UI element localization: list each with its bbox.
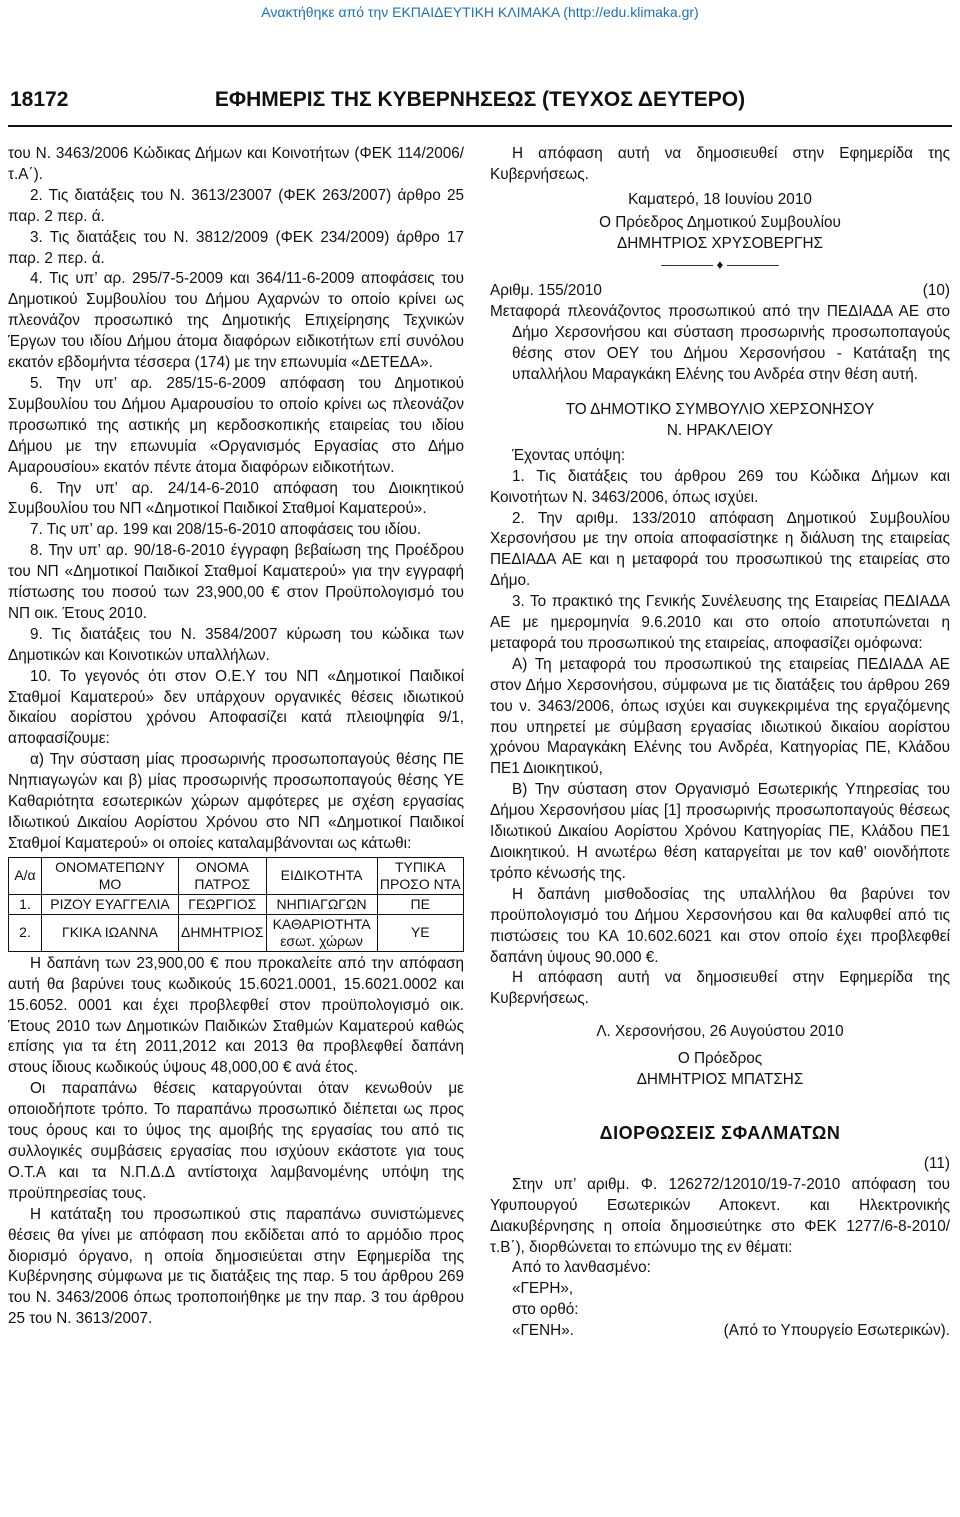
right-column xyxy=(490,144,950,1342)
signer-name: ΔΗΜΗΤΡΙΟΣ ΧΡΥΣΟΒΕΡΓΗΣ xyxy=(617,234,823,252)
table-cell: ΥΕ xyxy=(377,914,463,951)
signer-name: ΔΗΜΗΤΡΙΟΣ ΜΠΑΤΣΗΣ xyxy=(636,1071,804,1089)
separator: ———— ♦ ———— xyxy=(661,256,779,272)
table-header-cell: ΤΥΠΙΚΑ ΠΡΟΣΟ ΝΤΑ xyxy=(377,857,463,894)
paragraph: 10. Το γεγονός ότι στον Ο.Ε.Υ του ΝΠ «Δημοτικοί Παιδικοί Σταθμοί Καματερού» δεν υπάρχουν οργανικές θέσεις ιδιωτικού δικαίου αορίστου χρόνου Αποφασίζει κατά πλειοψηφία 9/1, αποφασίζουμε: xyxy=(8,667,464,748)
paragraph: Η απόφαση αυτή να δημοσιευθεί στην Εφημερίδα της Κυβερνήσεως. xyxy=(490,145,950,183)
staff-table xyxy=(8,857,464,952)
paragraph: 2. Την αριθμ. 133/2010 απόφαση Δημοτικού Συμβουλίου Χερσονήσου με την οποία αποφασίστηκε η διάλυση της εταιρείας ΠΕΔΙΑΔΑ ΑΕ και η μεταφορά του προσωπικού της εταιρείας στο Δήμο. xyxy=(490,509,950,590)
correct-value: «ΓΕΝΗ». xyxy=(512,1322,574,1340)
paragraph: α) Την σύσταση μίας προσωρινής προσωποπαγούς θέσης ΠΕ Νηπιαγωγών και β) μίας προσωρινής προσωποπαγούς θέσης ΥΕ Καθαριότητα εσωτερικών χώρων αμφότερες με σχέση εργασίας Ιδιωτικού Δικαίου Αορίστου Χρόνου στο ΝΠ «Δημοτικοί Παιδικοί Σταθμοί Καματερού» οι οποίες καταλαμβάνονται ως κάτωθι: xyxy=(8,751,464,852)
table-header-cell: ΕΙΔΙΚΟΤΗΤΑ xyxy=(266,857,377,894)
table-cell: ΓΕΩΡΓΙΟΣ xyxy=(179,894,267,914)
table-cell: 1. xyxy=(9,894,42,914)
place-date: Καματερό, 18 Ιουνίου 2010 xyxy=(628,190,812,208)
left-column xyxy=(8,144,464,1330)
paragraph: Η δαπάνη των 23,900,00 € που προκαλείτε από την απόφαση αυτή θα βαρύνει τους κωδικούς 15.6021.0001, 15.6021.0002 και 15.6052. 0001 και έχει προβλεφθεί στον προϋπολογισμό οικ. Έτους 2010 των Δημοτικών Παιδικών Σταθμών Καματερού καθώς επίσης για τα έτη 2011,2012 και 2013 θα προβλεφθεί δαπάνη στους ίδιους κωδικούς ύψους 48,000,00 € ανά έτος. xyxy=(8,954,464,1077)
decision-heading xyxy=(490,281,950,302)
paragraph: 6. Την υπ’ αρ. 24/14-6-2010 απόφαση του Διοικητικού Συμβουλίου του ΝΠ «Δημοτικοί Παιδικοί Σταθμοί Καματερού». xyxy=(8,479,464,518)
paragraph: 7. Τις υπ’ αρ. 199 και 208/15-6-2010 αποφάσεις του ιδίου. xyxy=(30,521,422,539)
paragraph: 3. Τις διατάξεις του Ν. 3812/2009 (ΦΕΚ 234/2009) άρθρο 17 παρ. 2 περ. ά. xyxy=(8,228,464,267)
paragraph: Η δαπάνη μισθοδοσίας της υπαλλήλου θα βαρύνει τον προϋπολογισμό του Δήμου Χερσονήσου και θα καλυφθεί από τις πιστώσεις του ΚΑ 10.602.6021 και στον οποίο έχει προβλεφθεί δαπάνη ύψους 90.000 €. xyxy=(490,885,950,966)
correct-label: στο ορθό: xyxy=(512,1301,579,1319)
table-header-cell: ΟΝΟΜΑ ΠΑΤΡΟΣ xyxy=(179,857,267,894)
decision-number: Αριθμ. 155/2010 xyxy=(490,282,602,300)
table-header-row xyxy=(9,857,464,894)
paragraph: του Ν. 3463/2006 Κώδικας Δήμων και Κοινοτήτων (ΦΕΚ 114/2006/τ.Α΄). xyxy=(8,145,464,183)
wrong-label: Από το λανθασμένο: xyxy=(512,1259,651,1277)
table-cell: ΠΕ xyxy=(377,894,463,914)
gazette-title: ΕΦΗΜΕΡΙΣ ΤΗΣ ΚΥΒΕΡΝΗΣΕΩΣ (ΤΕΥΧΟΣ ΔΕΥΤΕΡΟ) xyxy=(214,88,746,111)
paragraph: Α) Τη μεταφορά του προσωπικού της εταιρείας ΠΕΔΙΑΔΑ ΑΕ στον Δήμο Χερσονήσου, σύμφωνα με τις διατάξεις του άρθρου 269 του ν. 3463/2006, όπως ισχύει και συγκεκριμένα της εργαζόμενης που υπηρετεί με σύμβαση εργασίας ιδιωτικού δικαίου αορίστου χρόνου Μαραγκάκη Ελένης του Ανδρέα, Κατηγορίας ΠΕ, Κλάδου ΠΕ1 Διοικητικού, xyxy=(490,655,950,778)
corrections-title: ΔΙΟΡΘΩΣΕΙΣ ΣΦΑΛΜΑΤΩΝ xyxy=(599,1122,841,1143)
decision-index: (10) xyxy=(922,282,950,300)
source-banner[interactable]: Ανακτήθηκε από την ΕΚΠΑΙΔΕΥΤΙΚΗ ΚΛΙΜΑΚΑ (http://edu.klimaka.gr) xyxy=(261,4,699,20)
table-header-cell: Α/α xyxy=(9,857,42,894)
table-header-cell: ΟΝΟΜΑΤΕΠΩΝΥ ΜΟ xyxy=(42,857,179,894)
from-ministry: (Από το Υπουργείο Εσωτερικών). xyxy=(723,1322,950,1340)
paragraph: Στην υπ’ αριθμ. Φ. 126272/12010/19-7-2010 απόφαση του Υφυπουργού Εσωτερικών Αποκεντ. και Ηλεκτρονικής Διακυβέρνησης η οποία δημοσιεύτηκε στο ΦΕΚ 1277/6-8-2010/τ.Β΄), διορθώνεται το επώνυμο της εν θέματι: xyxy=(490,1175,950,1256)
paragraph: 8. Την υπ’ αρ. 90/18-6-2010 έγγραφη βεβαίωση της Προέδρου του ΝΠ «Δημοτικοί Παιδικοί Σταθμοί Καματερού» για την εγγραφή πίστωσης του ποσού των 23,900,00 € στον Προϋπολογισμό του ΝΠ οικ. Έτους 2010. xyxy=(8,542,464,622)
table-cell: ΓΚΙΚΑ ΙΩΑΝΝΑ xyxy=(42,914,179,951)
paragraph: Β) Την σύσταση στον Οργανισμό Εσωτερικής Υπηρεσίας του Δήμου Χερσονήσου μίας [1] προσωρινής προσωποπαγούς θέσεως Ιδιωτικού Δικαίου Αορίστου Χρόνου Κατηγορίας ΠΕ, Κλάδου ΠΕ1 Διοικητικού. Η ανωτέρω θέση καταργείται με τον καθ’ οιονδήποτε τρόπο κένωσής της. xyxy=(490,781,950,882)
paragraph: 2. Τις διατάξεις του Ν. 3613/23007 (ΦΕΚ 263/2007) άρθρο 25 παρ. 2 περ. ά. xyxy=(8,186,464,225)
table-cell: ΚΑΘΑΡΙΟΤΗΤΑ εσωτ. χώρων xyxy=(266,914,377,951)
decision-title: Μεταφορά πλεονάζοντος προσωπικού από την ΠΕΔΙΑΔΑ ΑΕ στο Δήμο Χερσονήσου και σύσταση προσωρινής προσωποπαγούς θέσης στον ΟΕΥ του Δήμου Χερσονήσου - Κατάταξη της υπαλλήλου Μαραγκάκη Ελένης του Ανδρέα στην θέση αυτή. xyxy=(490,303,950,384)
paragraph: Η απόφαση αυτή να δημοσιευθεί στην Εφημερίδα της Κυβερνήσεως. xyxy=(490,969,950,1008)
table-cell: ΔΗΜΗΤΡΙΟΣ xyxy=(179,914,267,951)
page-header xyxy=(10,88,950,118)
table-row xyxy=(9,894,464,914)
wrong-value: «ΓΕΡΗ», xyxy=(512,1280,574,1298)
table-cell: ΡΙΖΟΥ ΕΥΑΓΓΕΛΙΑ xyxy=(42,894,179,914)
paragraph: Οι παραπάνω θέσεις καταργούνται όταν κενωθούν με οποιοδήποτε τρόπο. Το παραπάνω προσωπικό διέπεται ως προς τους όρους και το ύψος της αμοιβής της εργασίας του από τις συλλογικές συμβάσεις εργασίας που ισχύουν εκάστοτε για τους Ο.Τ.Α και τα Ν.Π.Δ.Δ αντίστοιχα λαμβανομένης υπόψη της προϋπηρεσίας τους. xyxy=(8,1080,464,1202)
signer-title: Ο Πρόεδρος xyxy=(677,1050,763,1068)
corrections-index: (11) xyxy=(923,1154,950,1172)
table-row xyxy=(9,914,464,951)
council-subtitle: Ν. ΗΡΑΚΛΕΙΟΥ xyxy=(666,421,774,439)
paragraph: Η κατάταξη του προσωπικού στις παραπάνω συνιστώμενες θέσεις θα γίνει με απόφαση που εκδίδεται από το αρμόδιο προς διορισμό όργανο, η οποία δημοσιεύεται στην Εφημερίδα της Κυβέρνησης σύμφωνα με τις διατάξεις της παρ. 5 του άρθρου 269 του Ν. 3463/2006 όπως τροποποιήθηκε με την παρ. 3 του άρθρου 25 του Ν. 3613/2007. xyxy=(8,1205,464,1328)
paragraph: 4. Τις υπ’ αρ. 295/7-5-2009 και 364/11-6-2009 αποφάσεις του Δημοτικού Συμβουλίου του Δήμου Αχαρνών το οποίο κρίνει ως πλεονάζον προσωπικό της Δημοτικής Επιχείρησης Τεχνικών Έργων του ιδίου Δήμου άτομα διαφόρων ειδικοτήτων επί συνόλου εκατόν εβδομήντα τέσσερα (174) με την επωνυμία «ΔΕΤΕΔΑ». xyxy=(8,270,464,372)
header-rule xyxy=(8,125,952,127)
paragraph: 5. Την υπ’ αρ. 285/15-6-2009 απόφαση του Δημοτικού Συμβουλίου του Δήμου Αμαρουσίου το οποίο κρίνει ως πλεονάζον προσωπικό της αστικής μη κερδοσκοπικής εταιρείας του ιδίου Δήμου με την επωνυμία «Οργανισμός Εργασίας στο Δήμο Αμαρουσίου» εκατόν πέντε άτομα διαφόρων ειδικοτήτων. xyxy=(8,374,464,476)
signer-title: Ο Πρόεδρος Δημοτικού Συμβουλίου xyxy=(599,213,841,231)
having-regard: Έχοντας υπόψη: xyxy=(512,446,626,464)
table-cell: 2. xyxy=(9,914,42,951)
council-title: ΤΟ ΔΗΜΟΤΙΚΟ ΣΥΜΒΟΥΛΙΟ ΧΕΡΣΟΝΗΣΟΥ xyxy=(565,400,875,418)
paragraph: 9. Τις διατάξεις του Ν. 3584/2007 κύρωση του κώδικα των Δημοτικών και Κοινοτικών υπαλλήλων. xyxy=(8,625,464,664)
paragraph: 3. Το πρακτικό της Γενικής Συνέλευσης της Εταιρείας ΠΕΔΙΑΔΑ ΑΕ με ημερομηνία 9.6.2010 και στο οποίο αποτυπώνεται η μεταφορά του προσωπικού της εταιρείας, αποφασίζει ομόφωνα: xyxy=(490,593,950,652)
paragraph: 1. Τις διατάξεις του άρθρου 269 του Κώδικα Δήμων και Κοινοτήτων Ν. 3463/2006, όπως ισχύει. xyxy=(490,467,950,506)
table-cell: ΝΗΠΙΑΓΩΓΩΝ xyxy=(266,894,377,914)
page-number: 18172 xyxy=(10,88,69,111)
place-date: Λ. Χερσονήσου, 26 Αυγούστου 2010 xyxy=(596,1023,844,1041)
